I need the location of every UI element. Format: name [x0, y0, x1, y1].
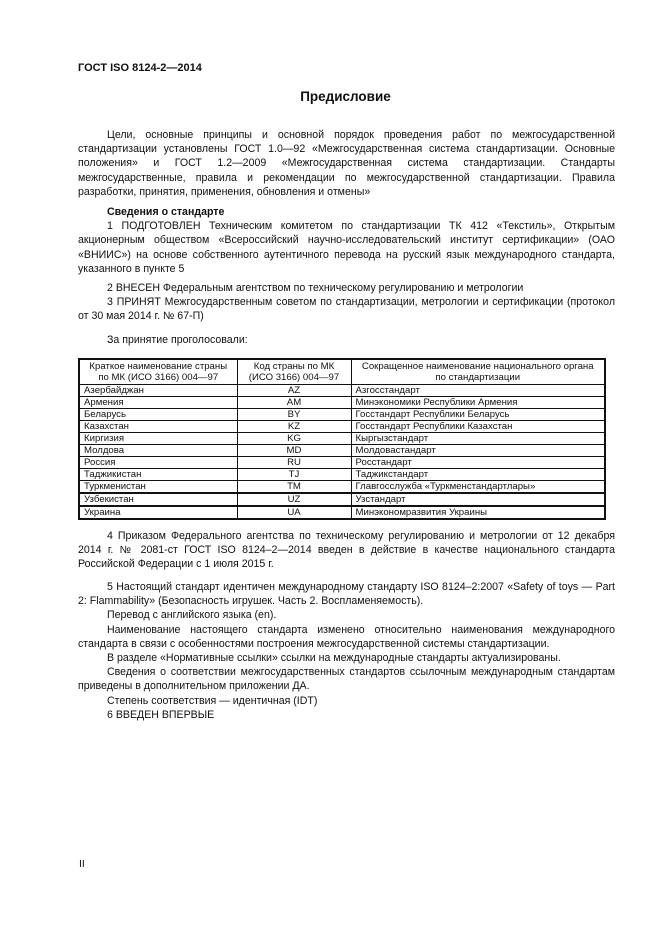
cell-code: MD [237, 445, 351, 457]
cell-country: Узбекистан [79, 493, 237, 506]
cell-body: Главгосслужба «Туркменстандартлары» [351, 481, 605, 494]
info-item-5-p5: Сведения о соответствии межгосударственных стандартов ссылочным международным стандартам приведены в дополнительном приложении ДА. [78, 666, 615, 693]
cell-body: Азгосстандарт [351, 385, 605, 397]
cell-country: Таджикистан [79, 469, 237, 481]
cell-country: Армения [79, 397, 237, 409]
cell-body: Минэкономразвития Украины [351, 506, 605, 519]
info-item-2: 2 ВНЕСЕН Федеральным агентством по техническому регулированию и метрологии [107, 282, 524, 294]
cell-country: Азербайджан [79, 385, 237, 397]
cell-country: Беларусь [79, 409, 237, 421]
info-item-5-p6: Степень соответствия — идентичная (IDT) [107, 694, 318, 707]
cell-code: AZ [237, 385, 351, 397]
standard-info-section [78, 205, 615, 276]
table-row [79, 457, 605, 469]
page-number: II [79, 858, 85, 870]
table-row [79, 481, 605, 494]
cell-body: Госстандарт Республики Казахстан [351, 421, 605, 433]
info-item-4: 4 Приказом Федерального агентства по техническому регулированию и метрологии от 12 декабря 2014 г. № 2081-ст ГОСТ ISO 8124–2—2014 введен в действие в качестве национального стандарта Российской Федерации с 1 июля 2015 г. [78, 530, 615, 571]
info-item-5-p2: Перевод с английского языка (en). [107, 609, 277, 622]
cell-code: TJ [237, 469, 351, 481]
info-item-5-p4: В разделе «Нормативные ссылки» ссылки на международные стандарты актуализированы. [107, 652, 561, 665]
intro-paragraph: Цели, основные принципы и основной порядок проведения работ по межгосударственной стандартизации установлены ГОСТ 1.0—92 «Межгосударственная система стандартизации. Основные положения» и ГОСТ 1.2—2009 «Межгосударственная система стандартизации. Стандарты межгосударственные, правила и рекомендации по межгосударственной стандартизации. Правила разработки, принятия, применения, обновления и отмены» [78, 129, 615, 198]
table-row [79, 385, 605, 397]
cell-code: RU [237, 457, 351, 469]
info-item-5-p1: 5 Настоящий стандарт идентичен международному стандарту ISO 8124–2:2007 «Safety of toys — Part 2: Flammability» (Безопасность игрушек. Часть 2. Воспламеняемость). [78, 581, 615, 608]
column-header-country: Краткое наименование страны по МК (ИСО 3166) 004—97 [79, 359, 237, 385]
table-row [79, 397, 605, 409]
cell-country: Казахстан [79, 421, 237, 433]
cell-country: Россия [79, 457, 237, 469]
info-item-1: 1 ПОДГОТОВЛЕН Техническим комитетом по стандартизации ТК 412 «Текстиль», Открытым акционерным обществом «Всероссийский научно-исследовательский институт сертификации» (ОАО «ВНИИС») на основе собственного аутентичного перевода на русский язык международного стандарта, указанного в пункте 5 [78, 220, 615, 275]
cell-body: Таджикстандарт [351, 469, 605, 481]
cell-code: UZ [237, 493, 351, 506]
table-row [79, 421, 605, 433]
cell-body: Росстандарт [351, 457, 605, 469]
info-item-6: 6 ВВЕДЕН ВПЕРВЫЕ [107, 709, 215, 721]
column-header-body: Сокращенное наименование национального органа по стандартизации [351, 359, 605, 385]
document-code-header: ГОСТ ISO 8124-2—2014 [78, 62, 202, 74]
table-row [79, 506, 605, 519]
standard-info-heading: Сведения о стандарте [107, 206, 225, 218]
cell-code: BY [237, 409, 351, 421]
cell-country: Украина [79, 506, 237, 519]
info-item-6-wrap [78, 708, 615, 722]
cell-code: KZ [237, 421, 351, 433]
voted-label: За принятие проголосовали: [107, 334, 248, 346]
info-items-2-3 [78, 281, 615, 324]
info-item-4-wrap [78, 529, 615, 572]
table-row [79, 409, 605, 421]
voting-countries-table [78, 358, 606, 520]
table-row [79, 445, 605, 457]
cell-body: Госстандарт Республики Беларусь [351, 409, 605, 421]
info-item-5-p3: Наименование настоящего стандарта изменено относительно наименования международного стандарта в связи с особенностями построения межгосударственной системы стандартизации. [78, 623, 615, 650]
table-row [79, 433, 605, 445]
column-header-code: Код страны по МК (ИСО 3166) 004—97 [237, 359, 351, 385]
cell-country: Молдова [79, 445, 237, 457]
cell-country: Туркменистан [79, 481, 237, 494]
cell-body: Минэкономики Республики Армения [351, 397, 605, 409]
cell-country: Киргизия [79, 433, 237, 445]
cell-code: AM [237, 397, 351, 409]
cell-code: KG [237, 433, 351, 445]
intro-section [78, 128, 615, 199]
table-header-row [79, 359, 605, 385]
info-item-5-wrap [78, 580, 615, 708]
cell-body: Молдовастандарт [351, 445, 605, 457]
cell-body: Узстандарт [351, 493, 605, 506]
cell-code: TM [237, 481, 351, 494]
page-title: Предисловие [300, 89, 391, 104]
info-item-3: 3 ПРИНЯТ Межгосударственным советом по стандартизации, метрологии и сертификации (протокол от 30 мая 2014 г. № 67-П) [78, 296, 615, 323]
cell-body: Кыргызстандарт [351, 433, 605, 445]
table-row [79, 469, 605, 481]
table-row [79, 493, 605, 506]
cell-code: UA [237, 506, 351, 519]
voted-label-wrap [78, 333, 615, 347]
